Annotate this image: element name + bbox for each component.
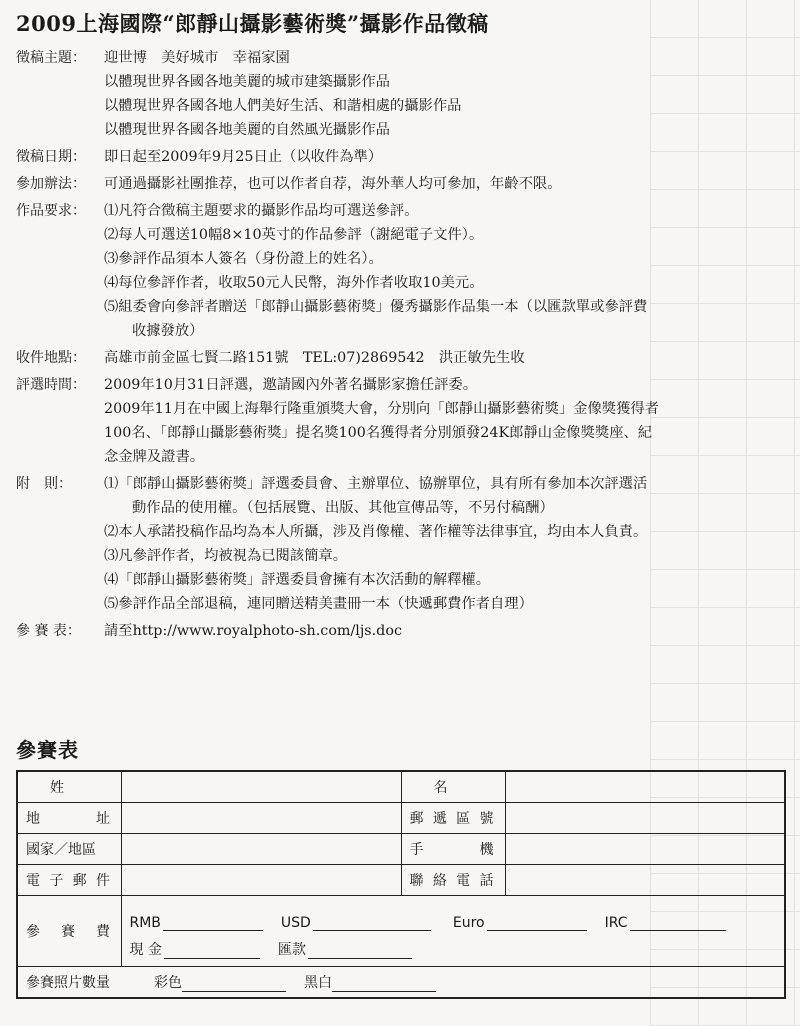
row-line: ⑸參評作品全部退稿，連同贈送精美畫冊一本（快遞郵費作者自理） [104,596,533,612]
address-field[interactable] [121,803,401,834]
row-line: ⑶參評作品須本人簽名（身份證上的姓名）。 [104,251,383,267]
row-label: 評選時間： [16,377,86,393]
fee-remit-blank[interactable] [308,942,412,959]
entry-form-url-link[interactable]: 請至http://www.royalphoto-sh.com/ljs.doc [104,623,402,639]
row-line: ⑶凡參評作者，均被視為已閱該簡章。 [104,548,348,564]
fee-cash-label: 現 金 [129,942,162,958]
phone-field[interactable] [505,865,785,896]
row-value [104,199,786,343]
row-line: 即日起至2009年9月25日止（以收件為準） [104,149,383,165]
row-line: ⑷每位參評作者，收取50元人民幣，海外作者收取10美元。 [104,275,484,291]
given-name-label: 名 [401,771,505,803]
color-count-blank[interactable] [182,975,286,992]
mobile-label: 手 機 [401,834,505,865]
surname-field[interactable] [121,771,401,803]
photo-count-field [17,967,785,999]
email-label: 電 子 郵 件 [17,865,121,896]
entry-form-table [16,770,786,999]
fee-rmb-label: RMB [129,915,161,931]
row-value [104,145,786,169]
form-row-name [17,771,785,803]
call-for-entries-details [16,46,786,643]
row-theme [16,46,786,142]
fee-usd-label: USD [280,915,311,931]
fee-remit-label: 匯款 [277,942,306,958]
bw-count-blank[interactable] [332,975,436,992]
fee-euro-blank[interactable] [487,914,587,931]
row-line: 2009年11月在中國上海舉行隆重頒獎大會，分別向「郎靜山攝影藝術獎」金像獎獲得者 [104,401,659,417]
row-line: 念金牌及證書。 [104,449,205,465]
row-line: ⑴「郎靜山攝影藝術獎」評選委員會、主辦單位、協辦單位，具有所有參加本次評選活 [104,476,648,492]
row-label: 參加辦法： [16,176,86,192]
fee-irc-label: IRC [604,915,628,931]
entry-form-title: 參賽表 [16,738,79,762]
color-label: 彩色 [154,975,182,991]
form-row-address [17,803,785,834]
row-line: 可通過攝影社團推荐，也可以作者自荐，海外華人均可參加，年齡不限。 [104,176,562,192]
row-terms [16,472,786,616]
fee-irc-blank[interactable] [630,914,726,931]
email-field[interactable] [121,865,401,896]
surname-label: 姓 [17,771,121,803]
phone-label: 聯 絡 電 話 [401,865,505,896]
fee-usd-blank[interactable] [313,914,431,931]
row-line: 2009年10月31日評選，邀請國內外著名攝影家擔任評委。 [104,377,478,393]
row-value [104,172,786,196]
row-mailing-address [16,346,786,370]
address-label: 地 址 [17,803,121,834]
row-label: 作品要求： [16,203,86,219]
bw-label: 黑白 [304,975,332,991]
row-entry-form-link [16,619,786,643]
row-line: 迎世博 美好城市 幸福家園 [104,50,290,66]
fee-euro-label: Euro [452,915,485,931]
row-label: 參 賽 表： [16,623,81,639]
form-row-email [17,865,785,896]
entry-fee-field [121,896,785,967]
row-value [104,46,786,142]
form-row-photo-count [17,967,785,999]
row-line: 收據發放） [132,323,204,339]
entry-fee-label: 參 賽 費 [17,896,121,967]
row-value [104,472,786,616]
row-line: 動作品的使用權。（包括展覽、出版、其他宣傳品等，不另付稿酬） [132,500,554,516]
fee-rmb-blank[interactable] [163,914,263,931]
form-row-fee [17,896,785,967]
page-title: 2009上海國際“郎靜山攝影藝術獎”攝影作品徵稿 [16,11,489,36]
row-value [104,346,786,370]
photo-count-label: 參賽照片數量 [26,975,110,991]
row-line: ⑷「郎靜山攝影藝術獎」評選委員會擁有本次活動的解釋權。 [104,572,491,588]
postal-code-field[interactable] [505,803,785,834]
row-value [104,373,786,469]
row-line: 100名、「郎靜山攝影藝術獎」提名獎100名獲得者分別頒發24K郎靜山金像獎獎座、紀 [104,425,653,441]
row-requirements [16,199,786,343]
row-judging [16,373,786,469]
row-label: 徵稿日期： [16,149,86,165]
row-label: 附 則： [16,476,72,492]
row-label: 收件地點： [16,350,86,366]
row-line: 以體現世界各國各地人們美好生活、和諧相處的攝影作品 [104,98,462,114]
given-name-field[interactable] [505,771,785,803]
row-line: ⑴凡符合徵稿主題要求的攝影作品均可選送參評。 [104,203,419,219]
row-line: ⑵每人可選送10幅8×10英寸的作品參評（謝絕電子文件）。 [104,227,484,243]
row-line: 高雄市前金區七賢二路151號 TEL:07)2869542 洪正敏先生收 [104,350,525,366]
row-line: ⑸組委會向參評者贈送「郎靜山攝影藝術獎」優秀攝影作品集一本（以匯款單或參評費 [104,299,648,315]
row-participation [16,172,786,196]
row-label: 徵稿主題： [16,50,86,66]
country-field[interactable] [121,834,401,865]
fee-cash-blank[interactable] [164,942,260,959]
row-line: 以體現世界各國各地美麗的城市建築攝影作品 [104,74,390,90]
row-value [104,619,786,643]
row-line: ⑵本人承諾投稿作品均為本人所攝，涉及肖像權、著作權等法律事宜，均由本人負責。 [104,524,648,540]
mobile-field[interactable] [505,834,785,865]
row-line: 以體現世界各國各地美麗的自然風光攝影作品 [104,122,390,138]
form-row-country [17,834,785,865]
country-label: 國家／地區 [17,834,121,865]
postal-code-label: 郵 遞 區 號 [401,803,505,834]
row-dates [16,145,786,169]
